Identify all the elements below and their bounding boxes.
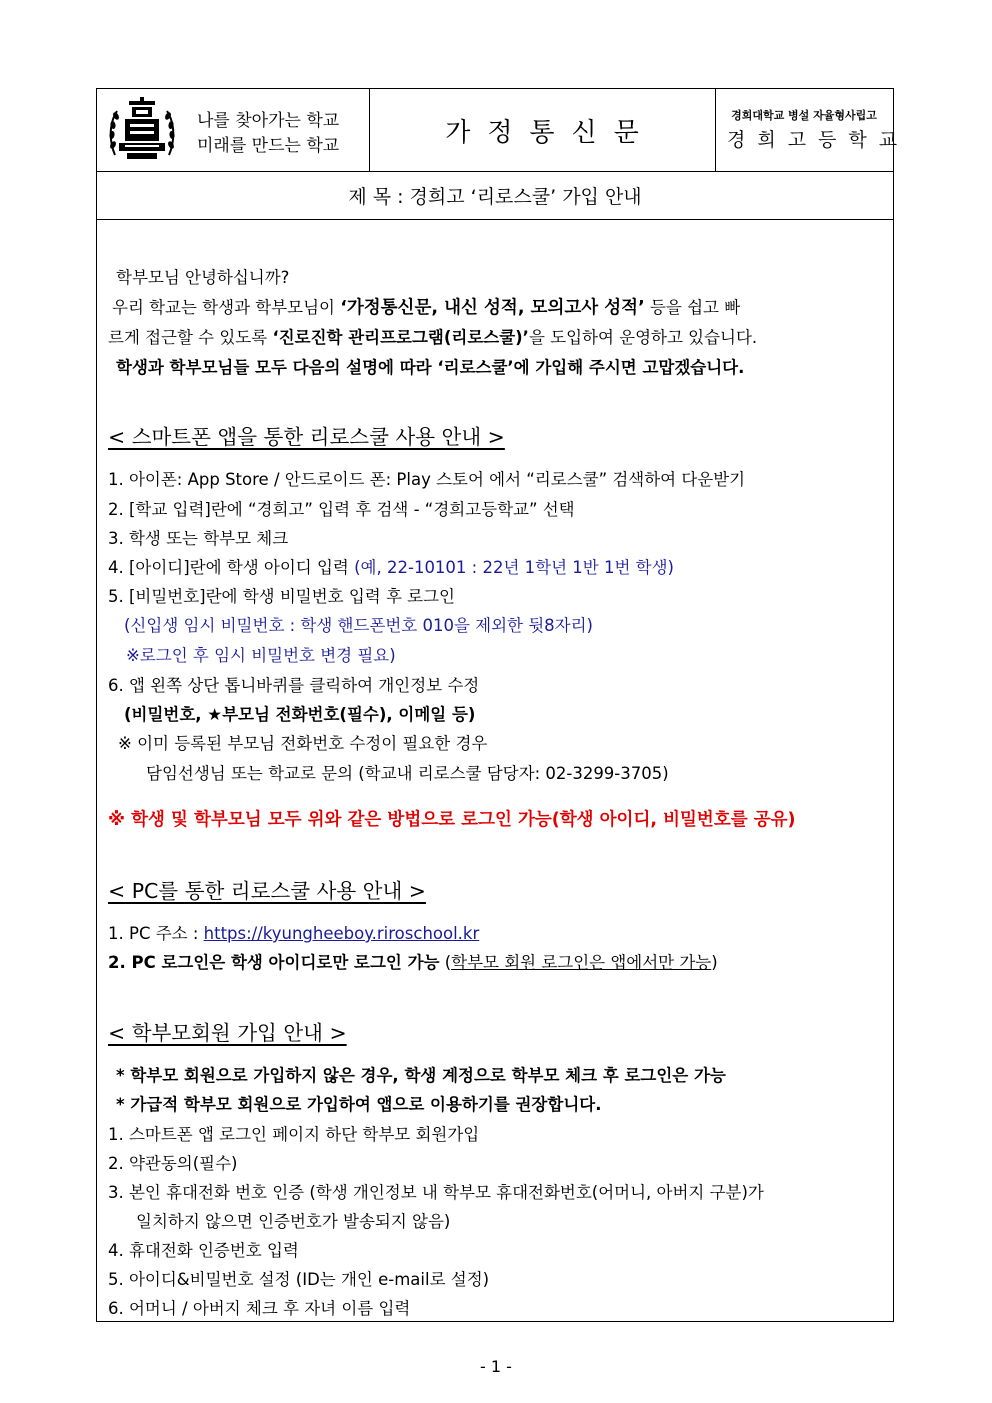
intro-text: 등을 쉽고 빠 [644, 298, 741, 317]
header [97, 89, 910, 172]
change-password-note: ※로그인 후 임시 비밀번호 변경 필요) [126, 646, 396, 665]
school-affiliation: 경희대학교 병설 자율형사립고 [731, 109, 877, 122]
pc-step-1 [108, 924, 479, 944]
intro-paragraph-line-1 [112, 298, 740, 318]
motto-line-2: 미래를 만드는 학교 [197, 136, 340, 156]
school-name: 경희고등학교 [727, 129, 910, 151]
intro-text: 을 도입하여 운영하고 있습니다. [528, 328, 758, 347]
pc-login-paren: ( [439, 953, 452, 972]
pc-login-paren: ) [711, 953, 718, 972]
phone-update-note: ※ 이미 등록된 부모님 전화번호 수정이 필요한 경우 [118, 734, 488, 753]
login-sharing-warning: ※ 학생 및 학부모님 모두 위와 같은 방법으로 로그인 가능(학생 아이디, 비밀번호를 공유) [108, 810, 796, 830]
pc-section-heading: < PC를 통한 리로스쿨 사용 안내 > [108, 879, 426, 903]
parent-step-4: 4. 휴대전화 인증번호 입력 [108, 1241, 299, 1260]
page-title: 가정통신문 [445, 117, 656, 148]
pc-login-note: 학부모 회원 로그인은 앱에서만 가능 [451, 953, 712, 972]
parent-step-5: 5. 아이디&비밀번호 설정 (ID는 개인 e-mail로 설정) [108, 1270, 490, 1289]
step-text: 4. [아이디]란에 학생 아이디 입력 [108, 558, 355, 577]
subject-line: 제 목 : 경희고 ‘리로스쿨’ 가입 안내 [97, 171, 893, 220]
intro-paragraph-line-2 [108, 328, 757, 348]
pc-step-2 [108, 953, 718, 973]
smartphone-step-6: 6. 앱 왼쪽 상단 톱니바퀴를 클릭하여 개인정보 수정 [108, 676, 480, 695]
parent-note-2: * 가급적 학부모 회원으로 가입하여 앱으로 이용하기를 권장합니다. [116, 1095, 602, 1114]
smartphone-section-heading: < 스마트폰 앱을 통한 리로스쿨 사용 안내 > [108, 425, 505, 449]
smartphone-step-2: 2. [학교 입력]란에 “경희고” 입력 후 검색 - “경희고등학교” 선택 [108, 500, 575, 519]
header-title-cell [369, 89, 716, 171]
page-number: - 1 - [480, 1357, 512, 1376]
motto-line-1: 나를 찾아가는 학교 [197, 111, 340, 131]
intro-emphasis: ‘진로진학 관리프로그램(리로스쿨)’ [272, 328, 529, 347]
smartphone-step-4 [108, 558, 674, 578]
header-school-cell [715, 89, 910, 171]
pc-login-text: 2. PC 로그인은 학생 아이디로만 로그인 가능 [108, 953, 440, 972]
intro-text: 르게 접근할 수 있도록 [108, 328, 273, 347]
parent-step-3: 3. 본인 휴대전화 번호 인증 (학생 개인정보 내 학부모 휴대전화번호(어머니, 아버지 구분)가 [108, 1183, 764, 1202]
parent-step-2: 2. 약관동의(필수) [108, 1154, 238, 1173]
id-example: (예, 22-10101 : 22년 1학년 1반 1번 학생) [354, 558, 674, 577]
intro-paragraph-line-3: 학생과 학부모님들 모두 다음의 설명에 따라 ‘리로스쿨’에 가입해 주시면 고맙겠습니다. [116, 358, 745, 377]
contact-note: 담임선생님 또는 학교로 문의 (학교내 리로스쿨 담당자: 02-3299-3705) [146, 764, 669, 783]
smartphone-step-5: 5. [비밀번호]란에 학생 비밀번호 입력 후 로그인 [108, 587, 455, 606]
step-6-detail: (비밀번호, ★부모님 전화번호(필수), 이메일 등) [124, 705, 476, 724]
parent-section-heading: < 학부모회원 가입 안내 > [108, 1021, 347, 1045]
parent-step-3-continued: 일치하지 않으면 인증번호가 발송되지 않음) [136, 1212, 451, 1231]
parent-step-6: 6. 어머니 / 아버지 체크 후 자녀 이름 입력 [108, 1299, 411, 1318]
parent-note-1: * 학부모 회원으로 가입하지 않은 경우, 학생 계정으로 학부모 체크 후 로그인은 가능 [116, 1066, 726, 1085]
temp-password-note: (신입생 임시 비밀번호 : 학생 핸드폰번호 010을 제외한 뒷8자리) [124, 616, 593, 635]
riroschool-url-link[interactable]: https://kyungheeboy.riroschool.kr [203, 924, 480, 943]
intro-text: 우리 학교는 학생과 학부모님이 [112, 298, 341, 317]
school-emblem-icon [107, 97, 177, 163]
parent-step-1: 1. 스마트폰 앱 로그인 페이지 하단 학부모 회원가입 [108, 1125, 480, 1144]
pc-address-label: 1. PC 주소 : [108, 924, 204, 943]
intro-emphasis: ‘가정통신문, 내신 성적, 모의고사 성적’ [340, 298, 645, 318]
greeting: 학부모님 안녕하십니까? [116, 268, 290, 287]
header-motto-cell [97, 89, 370, 171]
smartphone-step-1: 1. 아이폰: App Store / 안드로이드 폰: Play 스토어 에서 “리로스쿨” 검색하여 다운받기 [108, 470, 746, 489]
smartphone-step-3: 3. 학생 또는 학부모 체크 [108, 529, 289, 548]
